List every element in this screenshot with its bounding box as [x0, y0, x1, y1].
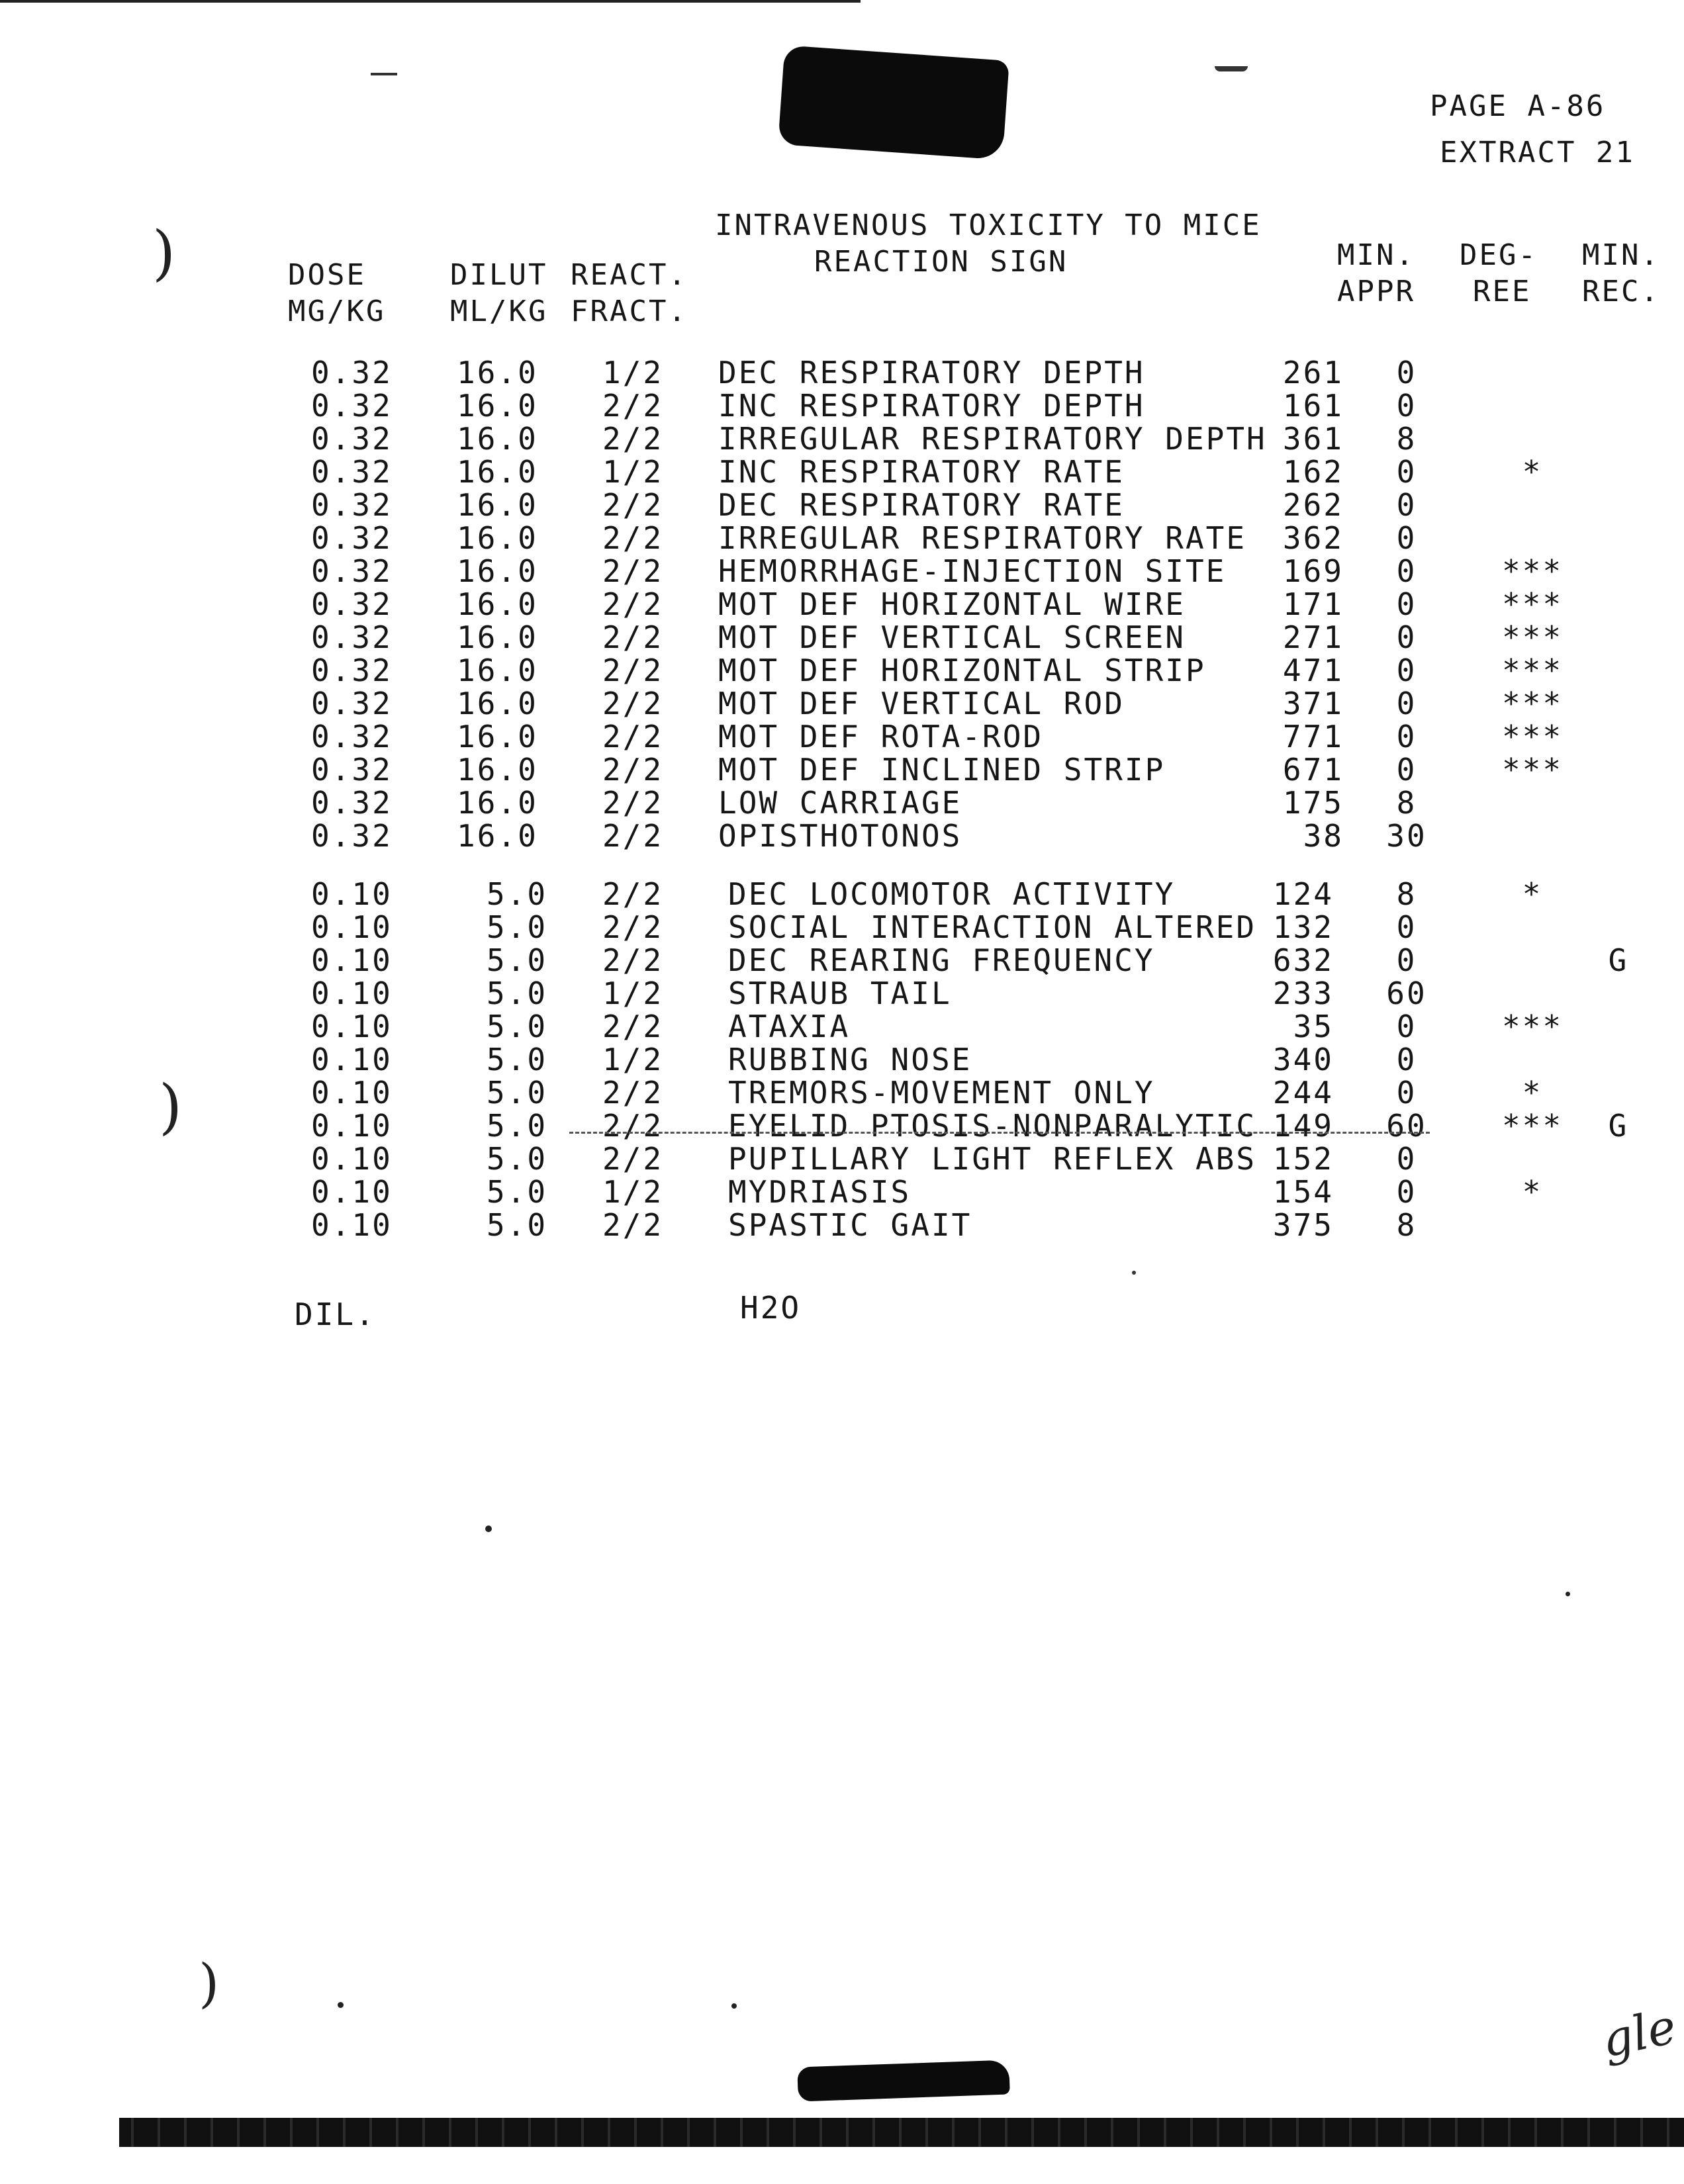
min-appr-cell: 0 — [1396, 355, 1417, 390]
fract-cell: 2/2 — [602, 686, 664, 721]
min-appr-cell: 0 — [1396, 553, 1417, 589]
table-row — [0, 719, 1684, 754]
dilut-cell: 16.0 — [457, 752, 538, 788]
fract-cell: 1/2 — [602, 976, 664, 1011]
reaction-sign-cell: MYDRIASIS — [728, 1174, 912, 1210]
scan-edge-top — [0, 0, 861, 3]
degree-cell: *** — [1501, 553, 1564, 589]
degree-cell: * — [1522, 1075, 1543, 1111]
fract-cell: 1/2 — [602, 1174, 664, 1210]
page-label: PAGE A-86 — [1430, 89, 1606, 123]
code-cell: 233 — [1272, 976, 1334, 1011]
table-row — [0, 554, 1684, 588]
col-header-fract: FRACT. — [571, 295, 688, 328]
dilut-cell: 16.0 — [457, 818, 538, 854]
dilut-cell: 5.0 — [487, 1207, 548, 1243]
fract-cell: 2/2 — [602, 520, 664, 556]
code-cell: 244 — [1272, 1075, 1334, 1111]
dilut-cell: 5.0 — [487, 976, 548, 1011]
min-appr-cell: 0 — [1396, 909, 1417, 945]
diluent-value: H2O — [740, 1290, 802, 1326]
reaction-sign-cell: EYELID PTOSIS-NONPARALYTIC — [728, 1108, 1257, 1144]
scan-mark — [371, 73, 397, 75]
code-cell: 149 — [1272, 1108, 1334, 1144]
table-row — [0, 455, 1684, 489]
degree-cell: * — [1522, 1174, 1543, 1210]
fract-cell: 2/2 — [602, 553, 664, 589]
degree-cell: *** — [1501, 653, 1564, 688]
dose-cell: 0.32 — [311, 388, 393, 424]
dose-cell: 0.10 — [311, 1207, 393, 1243]
dilut-cell: 16.0 — [457, 487, 538, 523]
col-header-react: REACT. — [571, 258, 688, 292]
col-header-dilut: DILUT — [450, 258, 548, 292]
scan-speck — [485, 1525, 492, 1532]
reaction-sign-cell: MOT DEF HORIZONTAL WIRE — [718, 586, 1186, 622]
fract-cell: 2/2 — [602, 1141, 664, 1177]
code-cell: 271 — [1282, 619, 1344, 655]
table-row — [0, 1042, 1684, 1077]
dilut-cell: 16.0 — [457, 553, 538, 589]
min-appr-cell: 0 — [1396, 1009, 1417, 1044]
reaction-sign-cell: OPISTHOTONOS — [718, 818, 962, 854]
reaction-sign-cell: RUBBING NOSE — [728, 1042, 972, 1077]
code-cell: 35 — [1293, 1009, 1334, 1044]
code-cell: 771 — [1282, 719, 1344, 754]
fract-cell: 2/2 — [602, 876, 664, 912]
scan-speck — [1566, 1592, 1570, 1596]
fract-cell: 2/2 — [602, 1207, 664, 1243]
min-appr-cell: 8 — [1396, 1207, 1417, 1243]
table-row — [0, 1142, 1684, 1176]
reaction-sign-cell: INC RESPIRATORY DEPTH — [718, 388, 1145, 424]
code-cell: 38 — [1303, 818, 1344, 854]
min-appr-cell: 0 — [1396, 487, 1417, 523]
dose-cell: 0.32 — [311, 818, 393, 854]
dose-cell: 0.32 — [311, 653, 393, 688]
code-cell: 124 — [1272, 876, 1334, 912]
col-header-min-rec-2: REC. — [1582, 275, 1660, 308]
degree-cell: *** — [1501, 686, 1564, 721]
dose-cell: 0.32 — [311, 520, 393, 556]
redaction-block-bottom — [797, 2060, 1010, 2101]
degree-cell: * — [1522, 454, 1543, 490]
punch-hole-mark: ) — [152, 218, 176, 288]
dilut-cell: 16.0 — [457, 586, 538, 622]
fract-cell: 2/2 — [602, 653, 664, 688]
fract-cell: 2/2 — [602, 785, 664, 821]
fract-cell: 2/2 — [602, 1009, 664, 1044]
reaction-sign-cell: MOT DEF HORIZONTAL STRIP — [718, 653, 1206, 688]
dose-cell: 0.32 — [311, 752, 393, 788]
reaction-sign-cell: SPASTIC GAIT — [728, 1207, 972, 1243]
dose-cell: 0.32 — [311, 421, 393, 457]
reaction-sign-cell: MOT DEF INCLINED STRIP — [718, 752, 1166, 788]
fract-cell: 1/2 — [602, 454, 664, 490]
table-row — [0, 943, 1684, 978]
code-cell: 162 — [1282, 454, 1344, 490]
fract-cell: 2/2 — [602, 388, 664, 424]
dilut-cell: 16.0 — [457, 520, 538, 556]
table-row — [0, 877, 1684, 911]
dose-cell: 0.32 — [311, 487, 393, 523]
degree-cell: *** — [1501, 1009, 1564, 1044]
table-row — [0, 752, 1684, 787]
reaction-sign-cell: IRREGULAR RESPIRATORY DEPTH — [718, 421, 1267, 457]
reaction-sign-cell: MOT DEF VERTICAL ROD — [718, 686, 1125, 721]
dilut-cell: 5.0 — [487, 1042, 548, 1077]
fract-cell: 2/2 — [602, 586, 664, 622]
dilut-cell: 5.0 — [487, 876, 548, 912]
code-cell: 632 — [1272, 942, 1334, 978]
reaction-sign-cell: DEC RESPIRATORY DEPTH — [718, 355, 1145, 390]
dose-cell: 0.10 — [311, 1009, 393, 1044]
code-cell: 671 — [1282, 752, 1344, 788]
dilut-cell: 5.0 — [487, 1141, 548, 1177]
reaction-sign-cell: IRREGULAR RESPIRATORY RATE — [718, 520, 1247, 556]
table-row — [0, 686, 1684, 721]
min-appr-cell: 8 — [1396, 785, 1417, 821]
table-row — [0, 1208, 1684, 1242]
dilut-cell: 5.0 — [487, 1009, 548, 1044]
dilut-cell: 16.0 — [457, 686, 538, 721]
dose-cell: 0.10 — [311, 1174, 393, 1210]
dilut-cell: 16.0 — [457, 719, 538, 754]
dose-cell: 0.32 — [311, 553, 393, 589]
code-cell: 262 — [1282, 487, 1344, 523]
dilut-cell: 5.0 — [487, 1075, 548, 1111]
code-cell: 154 — [1272, 1174, 1334, 1210]
table-row — [0, 422, 1684, 456]
fract-cell: 2/2 — [602, 719, 664, 754]
scan-speck — [731, 2003, 737, 2009]
reaction-sign-cell: DEC REARING FREQUENCY — [728, 942, 1155, 978]
degree-cell: *** — [1501, 586, 1564, 622]
fract-cell: 1/2 — [602, 355, 664, 390]
dose-cell: 0.10 — [311, 1042, 393, 1077]
degree-cell: *** — [1501, 719, 1564, 754]
table-row — [0, 1075, 1684, 1110]
reaction-sign-cell: PUPILLARY LIGHT REFLEX ABS — [728, 1141, 1257, 1177]
min-rec-cell: G — [1608, 942, 1629, 978]
code-cell: 169 — [1282, 553, 1344, 589]
page-title: INTRAVENOUS TOXICITY TO MICE — [715, 208, 1262, 242]
min-appr-cell: 8 — [1396, 876, 1417, 912]
handwritten-initials: gle — [1597, 1998, 1681, 2068]
dilut-cell: 16.0 — [457, 454, 538, 490]
dilut-cell: 16.0 — [457, 785, 538, 821]
min-appr-cell: 0 — [1396, 686, 1417, 721]
table-row — [0, 653, 1684, 688]
min-appr-cell: 0 — [1396, 586, 1417, 622]
dilut-cell: 5.0 — [487, 942, 548, 978]
col-header-min-rec: MIN. — [1582, 238, 1660, 272]
fract-cell: 2/2 — [602, 421, 664, 457]
dose-cell: 0.10 — [311, 976, 393, 1011]
reaction-sign-cell: MOT DEF VERTICAL SCREEN — [718, 619, 1186, 655]
dose-cell: 0.32 — [311, 785, 393, 821]
degree-cell: *** — [1501, 752, 1564, 788]
code-cell: 362 — [1282, 520, 1344, 556]
col-header-degree: DEG- — [1460, 238, 1538, 272]
min-appr-cell: 0 — [1396, 942, 1417, 978]
code-cell: 340 — [1272, 1042, 1334, 1077]
dose-cell: 0.10 — [311, 1108, 393, 1144]
min-rec-cell: G — [1608, 1108, 1629, 1144]
dilut-cell: 16.0 — [457, 388, 538, 424]
degree-cell: *** — [1501, 1108, 1564, 1144]
code-cell: 171 — [1282, 586, 1344, 622]
dose-cell: 0.10 — [311, 1075, 393, 1111]
reaction-sign-cell: INC RESPIRATORY RATE — [718, 454, 1125, 490]
scan-speck — [1132, 1271, 1136, 1275]
dilut-cell: 16.0 — [457, 355, 538, 390]
table-row — [0, 786, 1684, 820]
dose-cell: 0.10 — [311, 909, 393, 945]
min-appr-cell: 60 — [1386, 976, 1427, 1011]
min-appr-cell: 0 — [1396, 653, 1417, 688]
dilut-cell: 16.0 — [457, 653, 538, 688]
table-row — [0, 587, 1684, 621]
scan-mark — [1215, 66, 1248, 71]
min-appr-cell: 0 — [1396, 388, 1417, 424]
min-appr-cell: 0 — [1396, 1042, 1417, 1077]
min-appr-cell: 0 — [1396, 1075, 1417, 1111]
code-cell: 261 — [1282, 355, 1344, 390]
reaction-sign-cell: ATAXIA — [728, 1009, 851, 1044]
code-cell: 152 — [1272, 1141, 1334, 1177]
min-appr-cell: 0 — [1396, 1174, 1417, 1210]
fract-cell: 2/2 — [602, 942, 664, 978]
table-row — [0, 388, 1684, 423]
code-cell: 375 — [1272, 1207, 1334, 1243]
dose-cell: 0.32 — [311, 619, 393, 655]
reaction-sign-cell: STRAUB TAIL — [728, 976, 952, 1011]
col-header-min-appr: MIN. — [1337, 238, 1415, 272]
dose-cell: 0.10 — [311, 876, 393, 912]
dilut-cell: 16.0 — [457, 619, 538, 655]
code-cell: 132 — [1272, 909, 1334, 945]
reaction-sign-cell: SOCIAL INTERACTION ALTERED — [728, 909, 1257, 945]
dose-cell: 0.10 — [311, 1141, 393, 1177]
dilut-cell: 16.0 — [457, 421, 538, 457]
fract-cell: 2/2 — [602, 1075, 664, 1111]
strike-through-line — [569, 1132, 1430, 1135]
col-header-dilut-unit: ML/KG — [450, 295, 548, 328]
punch-hole-mark: ) — [199, 1952, 220, 2014]
table-row — [0, 819, 1684, 853]
table-row — [0, 1175, 1684, 1209]
reaction-sign-cell: LOW CARRIAGE — [718, 785, 962, 821]
redaction-block-top — [778, 45, 1009, 159]
dose-cell: 0.32 — [311, 454, 393, 490]
table-row — [0, 620, 1684, 655]
dilut-cell: 5.0 — [487, 1108, 548, 1144]
table-row — [0, 488, 1684, 522]
reaction-sign-cell: DEC RESPIRATORY RATE — [718, 487, 1125, 523]
min-appr-cell: 0 — [1396, 719, 1417, 754]
min-appr-cell: 0 — [1396, 619, 1417, 655]
min-appr-cell: 0 — [1396, 752, 1417, 788]
punch-hole-mark: ) — [159, 1072, 183, 1142]
code-cell: 161 — [1282, 388, 1344, 424]
table-row — [0, 1009, 1684, 1044]
table-row — [0, 521, 1684, 555]
dilut-cell: 5.0 — [487, 1174, 548, 1210]
min-appr-cell: 8 — [1396, 421, 1417, 457]
dose-cell: 0.32 — [311, 586, 393, 622]
fract-cell: 2/2 — [602, 1108, 664, 1144]
min-appr-cell: 0 — [1396, 520, 1417, 556]
reaction-sign-cell: HEMORRHAGE-INJECTION SITE — [718, 553, 1227, 589]
reaction-sign-cell: TREMORS-MOVEMENT ONLY — [728, 1075, 1155, 1111]
dose-cell: 0.32 — [311, 686, 393, 721]
fract-cell: 2/2 — [602, 619, 664, 655]
code-cell: 371 — [1282, 686, 1344, 721]
table-row — [0, 976, 1684, 1011]
table-row — [0, 355, 1684, 390]
fract-cell: 2/2 — [602, 752, 664, 788]
code-cell: 175 — [1282, 785, 1344, 821]
scan-speck — [338, 2002, 344, 2008]
fract-cell: 1/2 — [602, 1042, 664, 1077]
code-cell: 471 — [1282, 653, 1344, 688]
col-header-degree-2: REE — [1473, 275, 1532, 308]
min-appr-cell: 0 — [1396, 454, 1417, 490]
min-appr-cell: 30 — [1386, 818, 1427, 854]
reaction-sign-cell: DEC LOCOMOTOR ACTIVITY — [728, 876, 1176, 912]
code-cell: 361 — [1282, 421, 1344, 457]
degree-cell: *** — [1501, 619, 1564, 655]
degree-cell: * — [1522, 876, 1543, 912]
scan-edge-bottom — [119, 2118, 1684, 2147]
min-appr-cell: 0 — [1396, 1141, 1417, 1177]
dose-cell: 0.32 — [311, 355, 393, 390]
col-header-reaction-sign: REACTION SIGN — [814, 245, 1068, 279]
dose-cell: 0.32 — [311, 719, 393, 754]
fract-cell: 2/2 — [602, 818, 664, 854]
reaction-sign-cell: MOT DEF ROTA-ROD — [718, 719, 1044, 754]
dose-cell: 0.10 — [311, 942, 393, 978]
col-header-dose-unit: MG/KG — [288, 295, 386, 328]
table-row — [0, 1109, 1684, 1143]
extract-label: EXTRACT 21 — [1440, 136, 1635, 169]
col-header-dose: DOSE — [288, 258, 366, 292]
min-appr-cell: 60 — [1386, 1108, 1427, 1144]
table-row — [0, 910, 1684, 944]
dilut-cell: 5.0 — [487, 909, 548, 945]
diluent-label: DIL. — [295, 1297, 376, 1332]
fract-cell: 2/2 — [602, 909, 664, 945]
col-header-min-appr-2: APPR — [1337, 275, 1415, 308]
fract-cell: 2/2 — [602, 487, 664, 523]
